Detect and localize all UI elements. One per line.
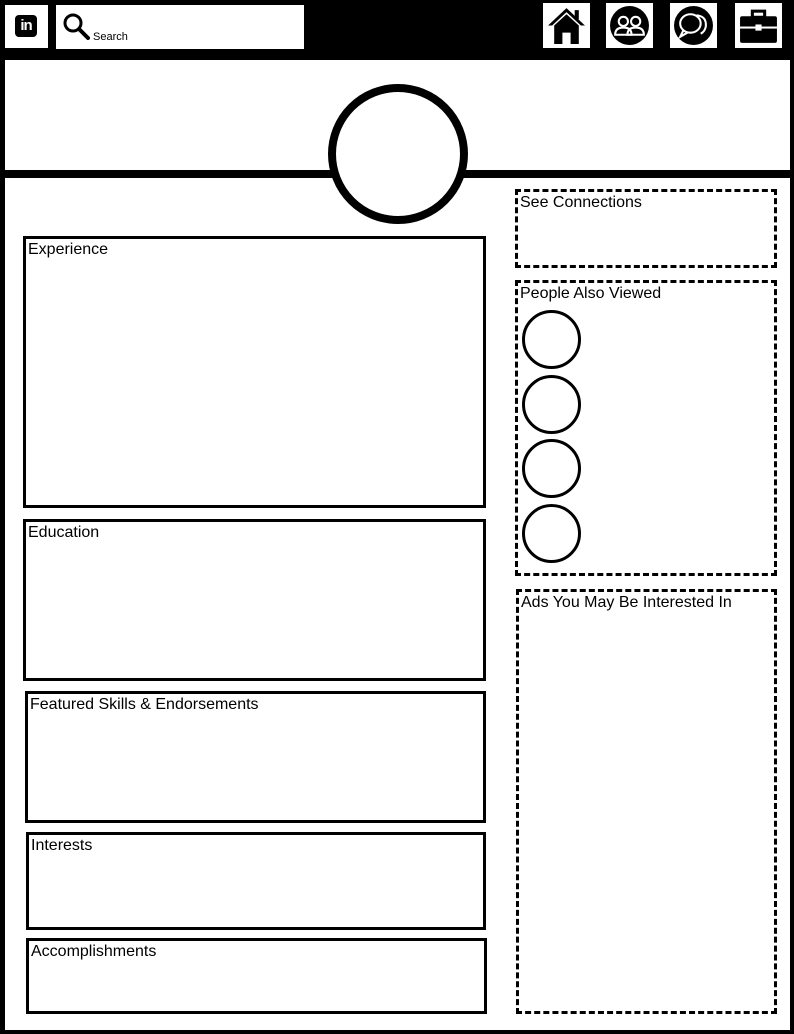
interests-title: Interests: [31, 837, 93, 854]
people-also-viewed-title: People Also Viewed: [520, 285, 662, 302]
nav-home-button[interactable]: [543, 3, 590, 48]
people-icon: [609, 5, 650, 46]
skills-section: [25, 691, 486, 823]
briefcase-icon: [738, 5, 779, 46]
see-connections-panel[interactable]: [515, 189, 777, 268]
ads-title: Ads You May Be Interested In: [521, 594, 732, 611]
people-also-viewed-avatar[interactable]: [522, 310, 581, 369]
people-also-viewed-avatar[interactable]: [522, 375, 581, 434]
see-connections-title: See Connections: [520, 194, 642, 211]
accomplishments-title: Accomplishments: [31, 943, 157, 960]
skills-title: Featured Skills & Endorsements: [30, 696, 259, 713]
ads-panel: [516, 589, 777, 1014]
nav-network-button[interactable]: [606, 3, 653, 48]
profile-page: [5, 60, 790, 1030]
education-section: [23, 519, 486, 681]
search-icon: [62, 12, 90, 40]
home-icon: [546, 5, 587, 46]
linkedin-logo-text: in: [15, 15, 37, 37]
chat-icon: [673, 5, 714, 46]
search-input[interactable]: [56, 5, 304, 49]
people-also-viewed-avatar[interactable]: [522, 504, 581, 563]
linkedin-logo[interactable]: [5, 5, 48, 48]
profile-avatar[interactable]: [328, 84, 468, 224]
experience-title: Experience: [28, 241, 109, 258]
people-also-viewed-avatar[interactable]: [522, 439, 581, 498]
experience-section: [23, 236, 486, 508]
nav-jobs-button[interactable]: [735, 3, 782, 48]
people-also-viewed-panel: [515, 280, 777, 576]
interests-section: [26, 832, 486, 930]
education-title: Education: [28, 524, 100, 541]
accomplishments-section: [26, 938, 487, 1014]
search-placeholder: Search: [93, 31, 128, 43]
nav-messaging-button[interactable]: [670, 3, 717, 48]
